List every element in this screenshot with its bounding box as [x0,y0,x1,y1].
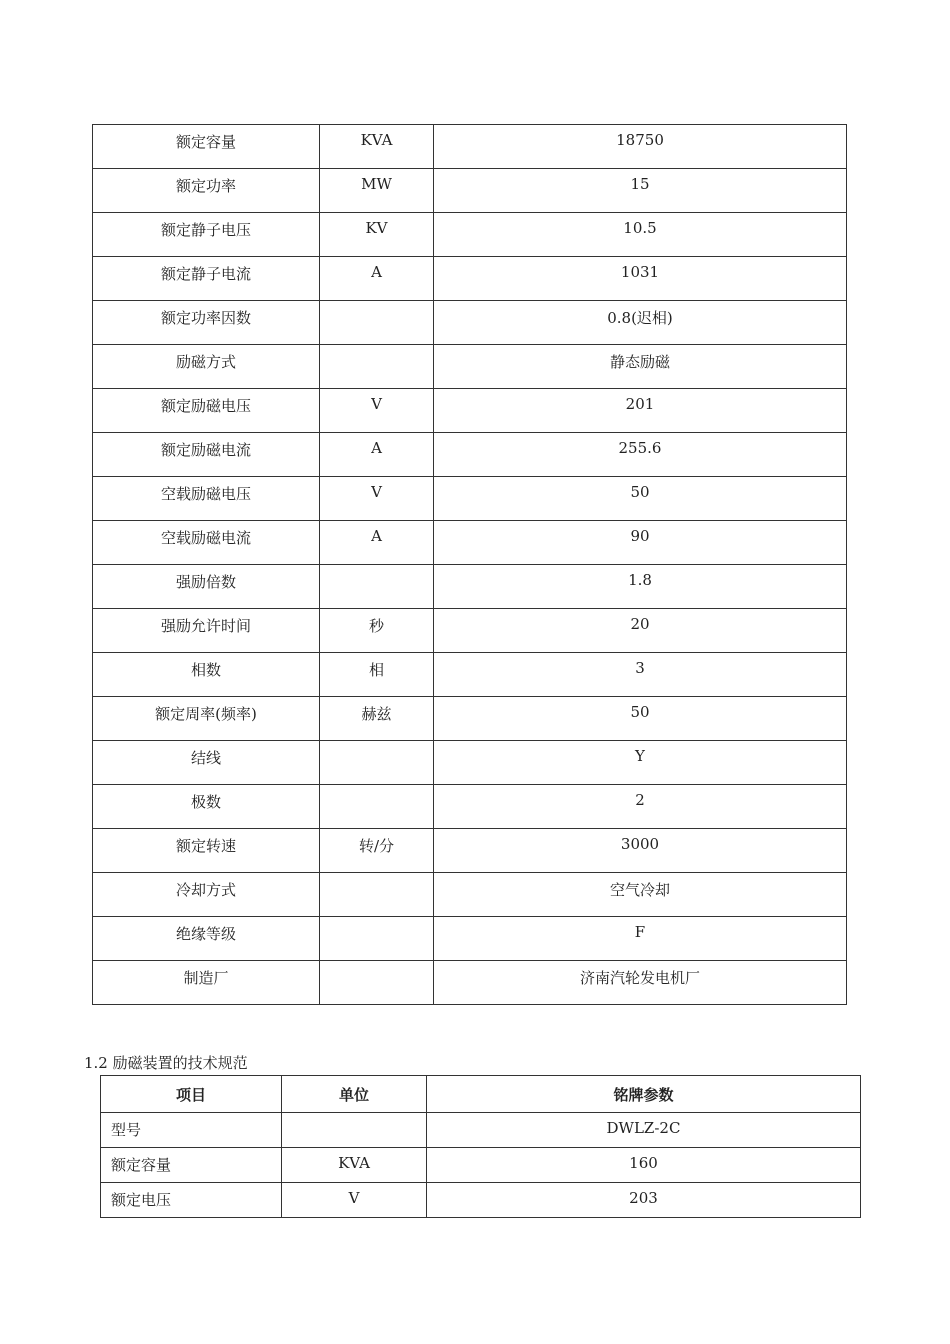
value-cell: 15 [434,169,847,213]
value-cell: 20 [434,609,847,653]
value-cell: 静态励磁 [434,345,847,389]
unit-cell [320,565,434,609]
unit-cell: 赫兹 [320,697,434,741]
value-cell: 18750 [434,125,847,169]
value-cell: 50 [434,477,847,521]
value-cell: 3 [434,653,847,697]
unit-cell [320,873,434,917]
value-cell: 90 [434,521,847,565]
value-cell: 10.5 [434,213,847,257]
value-cell: 3000 [434,829,847,873]
param-cell: 额定容量 [101,1148,282,1183]
unit-cell [320,345,434,389]
unit-cell: A [320,521,434,565]
table-row [93,873,847,917]
section-heading: 1.2 励磁装置的技术规范 [84,1054,248,1072]
value-cell: 1.8 [434,565,847,609]
unit-cell [320,785,434,829]
param-cell: 额定静子电压 [93,213,320,257]
param-cell: 冷却方式 [93,873,320,917]
table-row [93,433,847,477]
table-row [93,829,847,873]
param-cell: 强励允许时间 [93,609,320,653]
param-cell: 空载励磁电流 [93,521,320,565]
unit-cell [282,1113,427,1148]
table-row [93,785,847,829]
table-header-row [101,1076,861,1113]
table-row [93,961,847,1005]
unit-cell: KVA [320,125,434,169]
unit-cell: A [320,433,434,477]
param-cell: 强励倍数 [93,565,320,609]
table-row [93,741,847,785]
unit-cell: V [320,389,434,433]
table-row [101,1183,861,1218]
value-cell: Y [434,741,847,785]
param-cell: 额定周率(频率) [93,697,320,741]
table-row [93,565,847,609]
unit-cell: 相 [320,653,434,697]
value-cell: 0.8(迟相) [434,301,847,345]
table-row [93,301,847,345]
value-cell: F [434,917,847,961]
param-cell: 励磁方式 [93,345,320,389]
unit-cell: V [282,1183,427,1218]
excitation-spec-table [100,1075,861,1218]
unit-cell: V [320,477,434,521]
generator-spec-table [92,124,847,1005]
unit-cell: KVA [282,1148,427,1183]
param-cell: 额定转速 [93,829,320,873]
param-cell: 相数 [93,653,320,697]
table-row [93,345,847,389]
param-cell: 绝缘等级 [93,917,320,961]
value-cell: 空气冷却 [434,873,847,917]
value-cell: 50 [434,697,847,741]
param-cell: 额定电压 [101,1183,282,1218]
unit-cell: A [320,257,434,301]
unit-cell: 秒 [320,609,434,653]
unit-cell [320,741,434,785]
table-row [93,169,847,213]
value-cell: 203 [427,1183,861,1218]
header-unit: 单位 [282,1076,427,1113]
value-cell: DWLZ-2C [427,1113,861,1148]
unit-cell: 转/分 [320,829,434,873]
unit-cell: KV [320,213,434,257]
param-cell: 极数 [93,785,320,829]
header-item: 项目 [101,1076,282,1113]
table-row [93,389,847,433]
table-row [93,697,847,741]
param-cell: 额定励磁电压 [93,389,320,433]
param-cell: 额定静子电流 [93,257,320,301]
param-cell: 额定励磁电流 [93,433,320,477]
value-cell: 255.6 [434,433,847,477]
value-cell: 160 [427,1148,861,1183]
param-cell: 制造厂 [93,961,320,1005]
table-row [101,1148,861,1183]
unit-cell [320,917,434,961]
table-row [93,125,847,169]
unit-cell [320,301,434,345]
value-cell: 济南汽轮发电机厂 [434,961,847,1005]
table-row [101,1113,861,1148]
header-nameplate-value: 铭牌参数 [427,1076,861,1113]
table-row [93,917,847,961]
param-cell: 额定功率 [93,169,320,213]
table-row [93,653,847,697]
unit-cell: MW [320,169,434,213]
table-row [93,521,847,565]
param-cell: 额定容量 [93,125,320,169]
value-cell: 1031 [434,257,847,301]
excitation-spec-table-body [101,1113,861,1218]
table-row [93,257,847,301]
param-cell: 额定功率因数 [93,301,320,345]
table-row [93,477,847,521]
param-cell: 空载励磁电压 [93,477,320,521]
value-cell: 201 [434,389,847,433]
value-cell: 2 [434,785,847,829]
generator-spec-table-body [93,125,847,1005]
table-row [93,213,847,257]
param-cell: 结线 [93,741,320,785]
table-row [93,609,847,653]
param-cell: 型号 [101,1113,282,1148]
unit-cell [320,961,434,1005]
